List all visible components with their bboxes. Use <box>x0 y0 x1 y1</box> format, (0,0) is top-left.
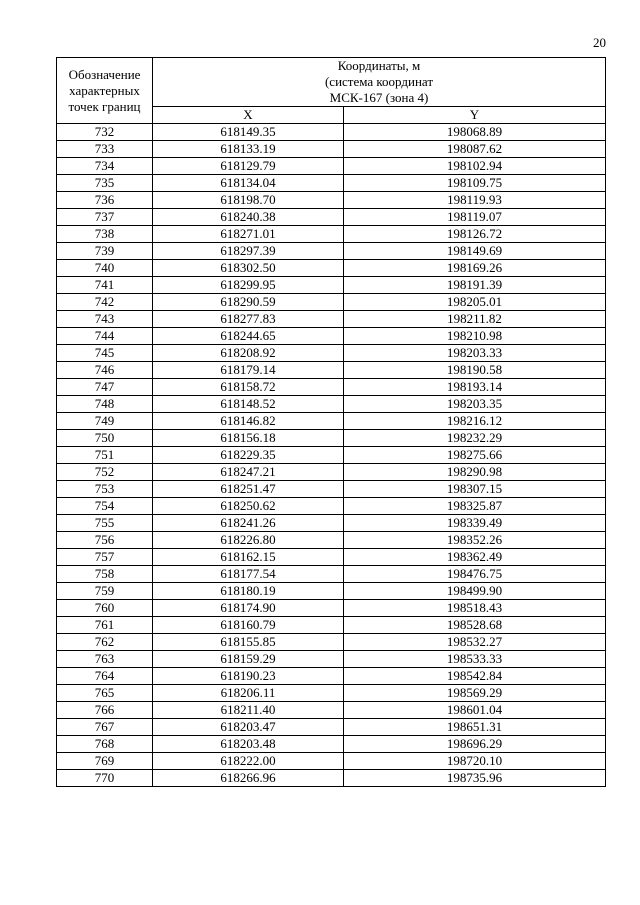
y-cell: 198203.33 <box>344 345 606 362</box>
header-y: Y <box>344 107 606 124</box>
table-row <box>57 481 606 498</box>
y-cell: 198476.75 <box>344 566 606 583</box>
x-cell: 618211.40 <box>153 702 344 719</box>
y-cell: 198102.94 <box>344 158 606 175</box>
table-row <box>57 702 606 719</box>
table-row <box>57 464 606 481</box>
y-cell: 198275.66 <box>344 447 606 464</box>
y-cell: 198735.96 <box>344 770 606 787</box>
table-row <box>57 362 606 379</box>
point-cell: 739 <box>57 243 153 260</box>
y-cell: 198651.31 <box>344 719 606 736</box>
point-cell: 759 <box>57 583 153 600</box>
x-cell: 618229.35 <box>153 447 344 464</box>
table-row <box>57 447 606 464</box>
y-cell: 198119.93 <box>344 192 606 209</box>
table-row <box>57 396 606 413</box>
x-cell: 618247.21 <box>153 464 344 481</box>
y-cell: 198528.68 <box>344 617 606 634</box>
table-row <box>57 583 606 600</box>
point-cell: 770 <box>57 770 153 787</box>
y-cell: 198126.72 <box>344 226 606 243</box>
table-row <box>57 192 606 209</box>
x-cell: 618149.35 <box>153 124 344 141</box>
point-cell: 750 <box>57 430 153 447</box>
point-cell: 760 <box>57 600 153 617</box>
header-designation-line: точек границ <box>68 98 141 114</box>
table-row <box>57 651 606 668</box>
table-row <box>57 634 606 651</box>
y-cell: 198087.62 <box>344 141 606 158</box>
point-cell: 764 <box>57 668 153 685</box>
x-cell: 618158.72 <box>153 379 344 396</box>
header-designation-line: характерных <box>69 82 140 98</box>
x-cell: 618134.04 <box>153 175 344 192</box>
x-cell: 618277.83 <box>153 311 344 328</box>
table-row <box>57 379 606 396</box>
y-cell: 198203.35 <box>344 396 606 413</box>
point-cell: 768 <box>57 736 153 753</box>
table-row <box>57 413 606 430</box>
point-cell: 745 <box>57 345 153 362</box>
point-cell: 734 <box>57 158 153 175</box>
x-cell: 618241.26 <box>153 515 344 532</box>
table-row <box>57 532 606 549</box>
y-cell: 198542.84 <box>344 668 606 685</box>
y-cell: 198190.58 <box>344 362 606 379</box>
x-cell: 618206.11 <box>153 685 344 702</box>
x-cell: 618156.18 <box>153 430 344 447</box>
x-cell: 618162.15 <box>153 549 344 566</box>
table-row <box>57 566 606 583</box>
y-cell: 198149.69 <box>344 243 606 260</box>
point-cell: 761 <box>57 617 153 634</box>
table-row <box>57 668 606 685</box>
point-cell: 736 <box>57 192 153 209</box>
table-row <box>57 770 606 787</box>
table-row <box>57 430 606 447</box>
table-row <box>57 294 606 311</box>
point-cell: 743 <box>57 311 153 328</box>
table-row <box>57 549 606 566</box>
header-coordinates-line: МСК-167 (зона 4) <box>329 90 429 105</box>
y-cell: 198191.39 <box>344 277 606 294</box>
x-cell: 618251.47 <box>153 481 344 498</box>
point-cell: 753 <box>57 481 153 498</box>
point-cell: 741 <box>57 277 153 294</box>
header-designation <box>57 58 153 124</box>
x-cell: 618250.62 <box>153 498 344 515</box>
point-cell: 758 <box>57 566 153 583</box>
y-cell: 198307.15 <box>344 481 606 498</box>
header-x: X <box>153 107 344 124</box>
header-designation-line: Обозначение <box>68 66 141 82</box>
point-cell: 749 <box>57 413 153 430</box>
table-row <box>57 685 606 702</box>
point-cell: 763 <box>57 651 153 668</box>
point-cell: 754 <box>57 498 153 515</box>
x-cell: 618180.19 <box>153 583 344 600</box>
table-row <box>57 141 606 158</box>
y-cell: 198216.12 <box>344 413 606 430</box>
table-row <box>57 345 606 362</box>
y-cell: 198210.98 <box>344 328 606 345</box>
x-cell: 618159.29 <box>153 651 344 668</box>
table-body <box>57 124 606 787</box>
table-row <box>57 328 606 345</box>
point-cell: 746 <box>57 362 153 379</box>
x-cell: 618297.39 <box>153 243 344 260</box>
y-cell: 198533.33 <box>344 651 606 668</box>
page-number: 20 <box>593 35 606 50</box>
header-coordinates-line: (система координат <box>324 74 434 89</box>
table-row <box>57 158 606 175</box>
table-row <box>57 260 606 277</box>
header-coordinates-title <box>153 58 606 107</box>
point-cell: 747 <box>57 379 153 396</box>
x-cell: 618208.92 <box>153 345 344 362</box>
table-row <box>57 277 606 294</box>
point-cell: 748 <box>57 396 153 413</box>
x-cell: 618266.96 <box>153 770 344 787</box>
point-cell: 752 <box>57 464 153 481</box>
point-cell: 767 <box>57 719 153 736</box>
x-cell: 618290.59 <box>153 294 344 311</box>
x-cell: 618302.50 <box>153 260 344 277</box>
y-cell: 198119.07 <box>344 209 606 226</box>
y-cell: 198290.98 <box>344 464 606 481</box>
x-cell: 618146.82 <box>153 413 344 430</box>
point-cell: 732 <box>57 124 153 141</box>
point-cell: 735 <box>57 175 153 192</box>
point-cell: 742 <box>57 294 153 311</box>
table-row <box>57 600 606 617</box>
y-cell: 198109.75 <box>344 175 606 192</box>
point-cell: 738 <box>57 226 153 243</box>
x-cell: 618240.38 <box>153 209 344 226</box>
table-row <box>57 753 606 770</box>
point-cell: 757 <box>57 549 153 566</box>
point-cell: 751 <box>57 447 153 464</box>
x-cell: 618226.80 <box>153 532 344 549</box>
y-cell: 198339.49 <box>344 515 606 532</box>
y-cell: 198193.14 <box>344 379 606 396</box>
point-cell: 740 <box>57 260 153 277</box>
point-cell: 769 <box>57 753 153 770</box>
y-cell: 198211.82 <box>344 311 606 328</box>
x-cell: 618174.90 <box>153 600 344 617</box>
x-cell: 618133.19 <box>153 141 344 158</box>
table-row <box>57 311 606 328</box>
table-row <box>57 243 606 260</box>
y-cell: 198068.89 <box>344 124 606 141</box>
y-cell: 198352.26 <box>344 532 606 549</box>
y-cell: 198720.10 <box>344 753 606 770</box>
x-cell: 618222.00 <box>153 753 344 770</box>
table-row <box>57 209 606 226</box>
y-cell: 198696.29 <box>344 736 606 753</box>
x-cell: 618198.70 <box>153 192 344 209</box>
table-row <box>57 124 606 141</box>
y-cell: 198205.01 <box>344 294 606 311</box>
table-row <box>57 719 606 736</box>
point-cell: 766 <box>57 702 153 719</box>
y-cell: 198499.90 <box>344 583 606 600</box>
table-row <box>57 617 606 634</box>
x-cell: 618203.47 <box>153 719 344 736</box>
y-cell: 198169.26 <box>344 260 606 277</box>
x-cell: 618177.54 <box>153 566 344 583</box>
table-row <box>57 498 606 515</box>
y-cell: 198518.43 <box>344 600 606 617</box>
point-cell: 744 <box>57 328 153 345</box>
x-cell: 618299.95 <box>153 277 344 294</box>
y-cell: 198601.04 <box>344 702 606 719</box>
point-cell: 765 <box>57 685 153 702</box>
x-cell: 618155.85 <box>153 634 344 651</box>
x-cell: 618271.01 <box>153 226 344 243</box>
point-cell: 756 <box>57 532 153 549</box>
point-cell: 755 <box>57 515 153 532</box>
coordinates-table <box>56 57 606 787</box>
x-cell: 618244.65 <box>153 328 344 345</box>
table-row <box>57 515 606 532</box>
table-row <box>57 175 606 192</box>
y-cell: 198232.29 <box>344 430 606 447</box>
x-cell: 618203.48 <box>153 736 344 753</box>
point-cell: 762 <box>57 634 153 651</box>
y-cell: 198569.29 <box>344 685 606 702</box>
point-cell: 737 <box>57 209 153 226</box>
x-cell: 618148.52 <box>153 396 344 413</box>
x-cell: 618129.79 <box>153 158 344 175</box>
x-cell: 618160.79 <box>153 617 344 634</box>
point-cell: 733 <box>57 141 153 158</box>
header-coordinates-line: Координаты, м <box>337 58 421 73</box>
x-cell: 618179.14 <box>153 362 344 379</box>
y-cell: 198362.49 <box>344 549 606 566</box>
y-cell: 198325.87 <box>344 498 606 515</box>
table-row <box>57 226 606 243</box>
table-row <box>57 736 606 753</box>
y-cell: 198532.27 <box>344 634 606 651</box>
x-cell: 618190.23 <box>153 668 344 685</box>
